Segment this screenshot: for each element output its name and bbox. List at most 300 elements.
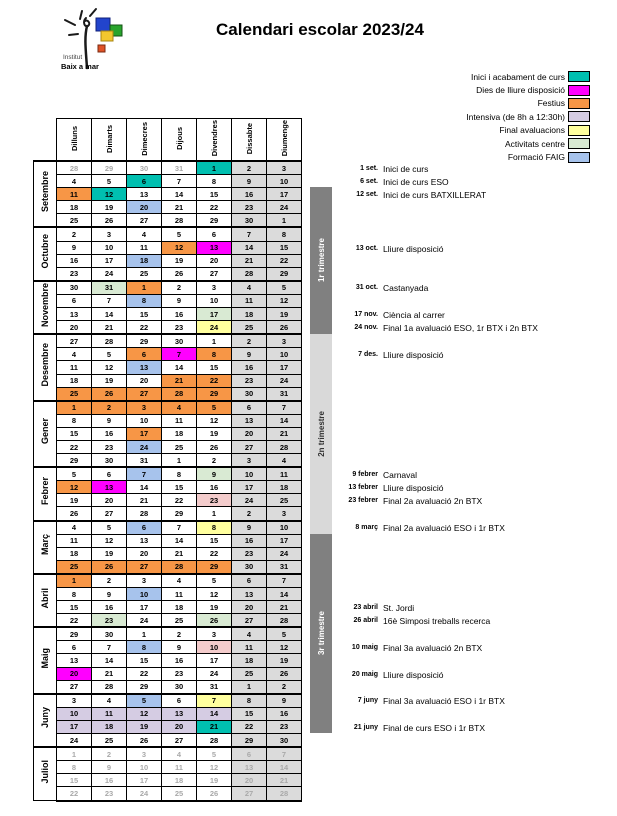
day-cell: 23: [197, 494, 232, 507]
month-label-juliol: Juliol: [34, 747, 57, 800]
day-cell: 21: [162, 201, 197, 214]
legend-swatch: [568, 85, 590, 96]
annotation-date: 26 abril: [353, 617, 378, 624]
annotation-text: Lliure disposició: [383, 243, 444, 254]
day-cell: 14: [162, 361, 197, 374]
day-cell: 29: [267, 267, 302, 281]
legend-label: Intensiva (de 8h a 12:30h): [466, 111, 565, 122]
annotation-date: 9 febrer: [352, 471, 378, 478]
day-cell: 24: [267, 374, 302, 387]
day-cell: 17: [127, 774, 162, 787]
day-cell: 5: [197, 574, 232, 588]
day-cell: 8: [197, 348, 232, 361]
day-cell: 28: [57, 161, 92, 175]
week-row: [34, 427, 302, 440]
day-cell: 16: [232, 188, 267, 201]
day-cell: 31: [162, 161, 197, 175]
annotation: [330, 668, 443, 681]
day-cell: 13: [57, 654, 92, 667]
day-cell: 10: [92, 241, 127, 254]
day-cell: 11: [232, 294, 267, 307]
day-cell: 29: [162, 507, 197, 521]
day-cell: 9: [232, 521, 267, 535]
day-cell: 29: [197, 387, 232, 401]
day-cell: 9: [57, 241, 92, 254]
day-cell: 8: [232, 694, 267, 708]
day-cell: 30: [162, 334, 197, 348]
day-cell: 25: [267, 494, 302, 507]
trimester-label: 1r trimestre: [316, 238, 326, 283]
week-row: [34, 227, 302, 241]
day-cell: 3: [197, 281, 232, 295]
trimester-label: 2n trimestre: [316, 411, 326, 457]
day-cell: 12: [267, 641, 302, 654]
day-cell: 6: [232, 574, 267, 588]
day-cell: 24: [197, 667, 232, 680]
day-cell: 2: [162, 281, 197, 295]
day-cell: 8: [127, 294, 162, 307]
annotation: [330, 468, 417, 481]
day-cell: 24: [57, 734, 92, 748]
week-row: [34, 641, 302, 654]
week-row: [34, 734, 302, 748]
day-cell: 8: [57, 414, 92, 427]
week-row: [34, 507, 302, 521]
day-cell: 20: [57, 321, 92, 335]
day-cell: 19: [197, 774, 232, 787]
day-cell: 11: [162, 761, 197, 774]
day-cell: 21: [162, 547, 197, 560]
annotation-text: St. Jordi: [383, 602, 415, 613]
day-cell: 5: [92, 521, 127, 535]
annotation: [330, 721, 485, 734]
legend-label: Activitats centre: [505, 138, 565, 149]
day-cell: 7: [232, 227, 267, 241]
day-cell: 14: [127, 481, 162, 494]
day-cell: 4: [57, 348, 92, 361]
day-cell: 3: [267, 507, 302, 521]
day-cell: 7: [162, 521, 197, 535]
day-header-diumenge: Diumenge: [267, 119, 302, 162]
annotation: [330, 188, 486, 201]
day-cell: 21: [267, 601, 302, 614]
annotation: [330, 348, 443, 361]
week-row: [34, 747, 302, 761]
annotation-date: 8 març: [355, 524, 378, 531]
week-row: [34, 654, 302, 667]
day-cell: 9: [92, 761, 127, 774]
annotation-date: 12 set.: [356, 191, 378, 198]
legend-label: Inici i acabament de curs: [470, 71, 565, 82]
month-label-maig: Maig: [34, 627, 57, 693]
day-cell: 10: [127, 414, 162, 427]
day-cell: 28: [267, 440, 302, 453]
day-cell: 10: [127, 588, 162, 601]
day-cell: 13: [92, 481, 127, 494]
annotation: [330, 162, 428, 175]
day-cell: 18: [127, 254, 162, 267]
day-cell: 2: [197, 454, 232, 468]
day-cell: 1: [267, 214, 302, 228]
day-cell: 21: [267, 427, 302, 440]
day-cell: 1: [197, 334, 232, 348]
annotation-text: Final de curs ESO i 1r BTX: [383, 722, 486, 733]
annotation-date: 23 abril: [353, 604, 378, 611]
day-cell: 7: [267, 574, 302, 588]
day-cell: 5: [162, 227, 197, 241]
day-cell: 15: [232, 707, 267, 720]
day-cell: 21: [232, 254, 267, 267]
legend: [466, 70, 590, 164]
week-row: [34, 694, 302, 708]
day-cell: 17: [57, 720, 92, 733]
day-cell: 21: [162, 374, 197, 387]
day-cell: 16: [92, 774, 127, 787]
day-cell: 29: [197, 560, 232, 574]
day-cell: 30: [127, 161, 162, 175]
day-cell: 31: [92, 281, 127, 295]
annotation-text: Final 2a avaluació 2n BTX: [383, 495, 483, 506]
day-cell: 1: [232, 680, 267, 694]
week-row: [34, 601, 302, 614]
day-cell: 6: [232, 401, 267, 415]
week-row: [34, 467, 302, 481]
day-cell: 26: [127, 734, 162, 748]
annotation: [330, 281, 428, 294]
day-cell: 4: [162, 401, 197, 415]
legend-swatch: [568, 125, 590, 136]
day-cell: 3: [267, 161, 302, 175]
week-row: [34, 254, 302, 267]
day-cell: 14: [92, 654, 127, 667]
day-cell: 17: [197, 308, 232, 321]
day-cell: 6: [232, 747, 267, 761]
day-cell: 12: [267, 294, 302, 307]
day-cell: 30: [232, 560, 267, 574]
week-row: [34, 774, 302, 787]
day-cell: 11: [92, 707, 127, 720]
day-cell: 13: [232, 414, 267, 427]
day-cell: 16: [92, 601, 127, 614]
legend-row: [466, 83, 590, 96]
day-cell: 8: [162, 467, 197, 481]
day-cell: 7: [162, 348, 197, 361]
day-cell: 26: [197, 787, 232, 801]
week-row: [34, 521, 302, 535]
annotation: [330, 521, 505, 534]
day-cell: 20: [162, 720, 197, 733]
day-cell: 28: [162, 214, 197, 228]
logo-text-baixamar: Baix a mar: [61, 62, 99, 71]
day-cell: 28: [232, 267, 267, 281]
day-cell: 13: [232, 588, 267, 601]
week-row: [34, 534, 302, 547]
annotation: [330, 242, 443, 255]
day-cell: 1: [57, 401, 92, 415]
day-cell: 4: [57, 175, 92, 188]
annotation-date: 7 juny: [357, 697, 378, 704]
day-cell: 1: [57, 747, 92, 761]
day-cell: 12: [57, 481, 92, 494]
week-row: [34, 494, 302, 507]
day-cell: 31: [127, 454, 162, 468]
day-cell: 28: [162, 387, 197, 401]
day-cell: 6: [162, 694, 197, 708]
day-headers-row: [34, 119, 302, 162]
day-cell: 28: [162, 560, 197, 574]
day-cell: 2: [92, 401, 127, 415]
day-cell: 5: [92, 348, 127, 361]
day-cell: 26: [92, 387, 127, 401]
day-cell: 27: [57, 334, 92, 348]
day-cell: 4: [232, 627, 267, 641]
week-row: [34, 374, 302, 387]
calendar-body: [34, 161, 302, 801]
annotation-text: Final 3a avaluació ESO i 1r BTX: [383, 695, 505, 706]
day-cell: 27: [197, 267, 232, 281]
day-cell: 13: [162, 707, 197, 720]
week-row: [34, 440, 302, 453]
day-cell: 21: [92, 321, 127, 335]
week-row: [34, 454, 302, 468]
day-cell: 31: [267, 387, 302, 401]
week-row: [34, 321, 302, 335]
day-cell: 17: [267, 188, 302, 201]
day-cell: 30: [232, 387, 267, 401]
annotation-text: Lliure disposició: [383, 482, 444, 493]
day-cell: 19: [197, 427, 232, 440]
day-cell: 6: [127, 175, 162, 188]
day-cell: 3: [127, 401, 162, 415]
day-cell: 20: [127, 374, 162, 387]
annotation-date: 13 febrer: [348, 484, 378, 491]
day-cell: 4: [162, 747, 197, 761]
day-cell: 21: [127, 494, 162, 507]
legend-row: [466, 70, 590, 83]
day-cell: 26: [267, 321, 302, 335]
day-cell: 24: [232, 494, 267, 507]
month-label-novembre: Novembre: [34, 281, 57, 334]
day-header-dissabte: Dissabte: [232, 119, 267, 162]
day-cell: 19: [92, 201, 127, 214]
day-cell: 16: [232, 361, 267, 374]
annotation-text: Inici de curs ESO: [383, 176, 449, 187]
legend-row: [466, 97, 590, 110]
day-cell: 17: [92, 254, 127, 267]
day-cell: 30: [162, 680, 197, 694]
day-cell: 25: [127, 267, 162, 281]
annotation: [330, 308, 445, 321]
day-cell: 20: [232, 601, 267, 614]
day-cell: 2: [162, 627, 197, 641]
trimester-bar: [310, 334, 332, 534]
week-row: [34, 560, 302, 574]
day-cell: 25: [162, 614, 197, 628]
annotation-text: 16è Simposi treballs recerca: [383, 615, 491, 626]
day-cell: 17: [127, 601, 162, 614]
day-cell: 12: [197, 414, 232, 427]
page-title: Calendari escolar 2023/24: [216, 20, 424, 39]
legend-swatch: [568, 111, 590, 122]
day-cell: 7: [162, 175, 197, 188]
day-cell: 10: [57, 707, 92, 720]
day-cell: 27: [57, 680, 92, 694]
legend-label: Dies de lliure disposició: [476, 85, 565, 96]
day-cell: 14: [267, 414, 302, 427]
annotation-text: Inici de curs: [383, 163, 429, 174]
day-header-dilluns: Dilluns: [57, 119, 92, 162]
day-cell: 28: [267, 787, 302, 801]
day-cell: 6: [57, 641, 92, 654]
day-cell: 27: [232, 614, 267, 628]
annotation-date: 17 nov.: [354, 311, 378, 318]
day-cell: 6: [127, 521, 162, 535]
annotation-text: Ciència al carrer: [383, 309, 445, 320]
annotation-date: 1 set.: [360, 165, 378, 172]
day-cell: 22: [127, 667, 162, 680]
day-cell: 10: [267, 175, 302, 188]
week-row: [34, 348, 302, 361]
annotation-text: Final 1a avaluació ESO, 1r BTX i 2n BTX: [383, 322, 538, 333]
day-cell: 14: [232, 241, 267, 254]
annotation-date: 7 des.: [358, 351, 378, 358]
day-cell: 13: [57, 308, 92, 321]
day-cell: 18: [162, 427, 197, 440]
day-cell: 10: [197, 294, 232, 307]
day-cell: 14: [197, 707, 232, 720]
day-cell: 4: [232, 281, 267, 295]
month-label-gener: Gener: [34, 401, 57, 467]
day-cell: 12: [92, 534, 127, 547]
day-cell: 11: [267, 467, 302, 481]
day-cell: 12: [162, 241, 197, 254]
month-label-febrer: Febrer: [34, 467, 57, 520]
day-cell: 24: [197, 321, 232, 335]
annotation-date: 24 nov.: [354, 324, 378, 331]
day-cell: 15: [197, 188, 232, 201]
day-cell: 25: [232, 667, 267, 680]
school-logo: [55, 4, 145, 76]
day-cell: 15: [57, 774, 92, 787]
day-cell: 30: [232, 214, 267, 228]
trimester-label: 3r trimestre: [316, 611, 326, 656]
week-row: [34, 214, 302, 228]
day-cell: 11: [57, 534, 92, 547]
day-cell: 10: [197, 641, 232, 654]
day-cell: 3: [127, 574, 162, 588]
day-cell: 4: [57, 521, 92, 535]
day-cell: 8: [197, 521, 232, 535]
day-cell: 9: [162, 641, 197, 654]
day-cell: 26: [197, 614, 232, 628]
annotation-date: 23 febrer: [348, 497, 378, 504]
day-cell: 30: [57, 281, 92, 295]
annotation-date: 10 maig: [351, 644, 378, 651]
day-cell: 9: [232, 348, 267, 361]
day-cell: 18: [267, 481, 302, 494]
day-cell: 25: [232, 321, 267, 335]
day-header-dimarts: Dimarts: [92, 119, 127, 162]
day-cell: 7: [127, 467, 162, 481]
day-cell: 9: [92, 588, 127, 601]
day-cell: 3: [267, 334, 302, 348]
day-cell: 18: [57, 201, 92, 214]
day-cell: 19: [92, 547, 127, 560]
week-row: [34, 614, 302, 628]
legend-row: [466, 110, 590, 123]
legend-row: [466, 150, 590, 163]
week-row: [34, 667, 302, 680]
day-cell: 5: [267, 281, 302, 295]
legend-swatch: [568, 98, 590, 109]
day-cell: 14: [267, 761, 302, 774]
day-cell: 28: [267, 614, 302, 628]
day-cell: 15: [267, 241, 302, 254]
day-cell: 22: [57, 440, 92, 453]
day-cell: 24: [127, 787, 162, 801]
day-cell: 1: [162, 454, 197, 468]
day-cell: 7: [92, 294, 127, 307]
day-cell: 4: [162, 574, 197, 588]
day-cell: 26: [162, 267, 197, 281]
day-cell: 26: [267, 667, 302, 680]
day-cell: 24: [267, 201, 302, 214]
day-cell: 24: [267, 547, 302, 560]
day-cell: 29: [127, 334, 162, 348]
day-cell: 11: [162, 588, 197, 601]
day-cell: 29: [57, 454, 92, 468]
week-row: [34, 680, 302, 694]
day-cell: 18: [92, 720, 127, 733]
legend-swatch: [568, 138, 590, 149]
day-cell: 28: [197, 734, 232, 748]
day-cell: 15: [162, 481, 197, 494]
day-cell: 4: [267, 454, 302, 468]
day-cell: 23: [232, 547, 267, 560]
day-header-dijous: Dijous: [162, 119, 197, 162]
week-row: [34, 401, 302, 415]
day-cell: 5: [197, 747, 232, 761]
day-cell: 13: [127, 534, 162, 547]
day-cell: 30: [92, 454, 127, 468]
day-cell: 20: [57, 667, 92, 680]
day-cell: 1: [197, 507, 232, 521]
calendar-table: [33, 118, 302, 802]
day-cell: 15: [57, 601, 92, 614]
day-cell: 10: [232, 467, 267, 481]
annotation-text: Castanyada: [383, 282, 429, 293]
day-cell: 19: [127, 720, 162, 733]
day-cell: 6: [57, 294, 92, 307]
day-cell: 20: [127, 201, 162, 214]
day-cell: 11: [57, 188, 92, 201]
day-cell: 29: [197, 214, 232, 228]
day-cell: 12: [197, 761, 232, 774]
day-cell: 15: [57, 427, 92, 440]
day-cell: 9: [267, 694, 302, 708]
day-cell: 10: [127, 761, 162, 774]
day-cell: 17: [232, 481, 267, 494]
day-cell: 16: [232, 534, 267, 547]
month-label-març: Març: [34, 521, 57, 574]
day-cell: 23: [232, 374, 267, 387]
trimester-bar: [310, 187, 332, 334]
legend-label: Final avaluacions: [499, 125, 565, 136]
day-cell: 25: [162, 787, 197, 801]
day-cell: 22: [57, 787, 92, 801]
annotation-text: Carnaval: [383, 469, 418, 480]
day-cell: 12: [127, 707, 162, 720]
